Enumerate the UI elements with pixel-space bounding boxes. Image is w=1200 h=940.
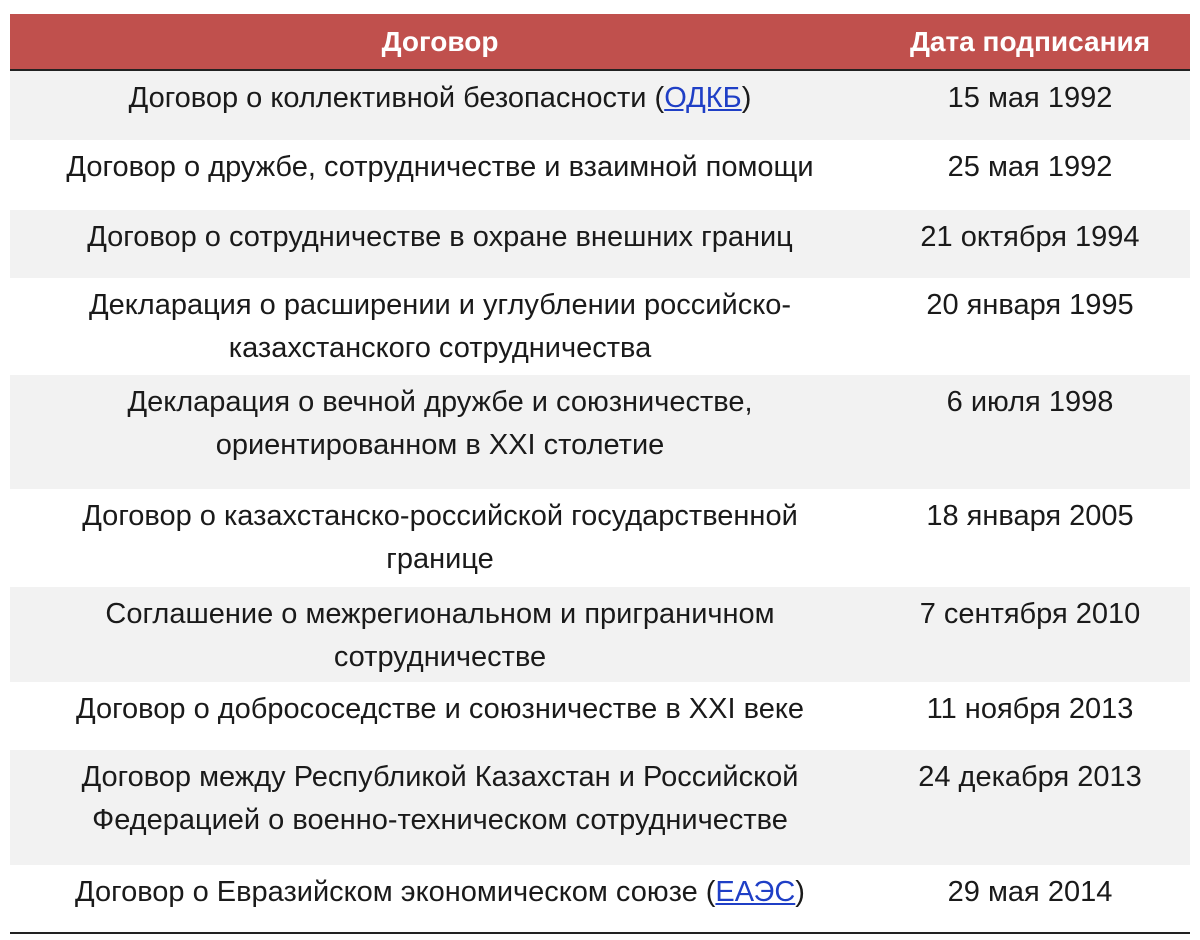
table-row	[10, 70, 1190, 140]
treaty-line-1: Соглашение о межрегиональном и приграничном	[105, 598, 775, 630]
treaty-text-end: )	[795, 876, 805, 908]
treaty-line-2: сотрудничестве	[333, 641, 547, 673]
treaty-line-1: Договор между Республикой Казахстан и Российской	[81, 761, 799, 793]
treaties-table-container	[10, 14, 1190, 934]
table-row	[10, 210, 1190, 278]
table-row	[10, 750, 1190, 865]
date-cell: 15 мая 1992	[947, 82, 1113, 114]
date-cell: 21 октября 1994	[920, 221, 1140, 253]
treaty-cell	[10, 375, 870, 489]
treaty-cell	[10, 278, 870, 375]
treaty-line-2: ориентированном в XXI столетие	[215, 429, 665, 461]
date-cell: 11 ноября 2013	[926, 693, 1134, 725]
treaty-text-end: )	[741, 82, 752, 114]
treaty-line-2: казахстанского сотрудничества	[228, 332, 652, 364]
treaty-line-1: Декларация о расширении и углублении российско-	[88, 289, 792, 321]
column-header-date: Дата подписания	[870, 14, 1190, 70]
treaties-table	[10, 14, 1190, 934]
treaty-line-1: Декларация о вечной дружбе и союзничестве,	[127, 386, 753, 418]
treaty-cell: Договор о добрососедстве и союзничестве в XXI веке	[76, 693, 804, 725]
table-row	[10, 489, 1190, 587]
table-row	[10, 375, 1190, 489]
treaty-text: Договор о коллективной безопасности (	[128, 82, 665, 114]
date-cell: 7 сентября 2010	[919, 598, 1141, 630]
treaty-text: Договор о Евразийском экономическом союзе (	[75, 876, 716, 908]
treaty-cell	[10, 750, 870, 865]
date-cell: 20 января 1995	[926, 289, 1134, 321]
table-row	[10, 278, 1190, 375]
table-row	[10, 682, 1190, 750]
date-cell: 6 июля 1998	[946, 386, 1114, 418]
treaty-line-2: границе	[386, 543, 494, 575]
table-header-row	[10, 14, 1190, 70]
table-row	[10, 587, 1190, 682]
column-header-treaty: Договор	[10, 14, 870, 70]
date-cell: 18 января 2005	[926, 500, 1134, 532]
eaeu-link[interactable]: ЕАЭС	[715, 876, 796, 908]
treaty-cell	[10, 587, 870, 682]
table-row	[10, 865, 1190, 933]
table-row	[10, 140, 1190, 210]
date-cell: 24 декабря 2013	[918, 761, 1142, 793]
date-cell: 25 мая 1992	[947, 151, 1113, 183]
treaty-cell	[10, 865, 870, 933]
treaty-line-2: Федерацией о военно-техническом сотрудничестве	[92, 804, 788, 836]
treaty-cell: Договор о сотрудничестве в охране внешних границ	[87, 221, 793, 253]
treaty-cell	[10, 70, 870, 140]
treaty-cell	[10, 489, 870, 587]
treaty-cell: Договор о дружбе, сотрудничестве и взаимной помощи	[66, 151, 814, 183]
odkb-link[interactable]: ОДКБ	[664, 82, 742, 114]
treaty-line-1: Договор о казахстанско-российской государственной	[82, 500, 798, 532]
date-cell: 29 мая 2014	[947, 876, 1113, 908]
